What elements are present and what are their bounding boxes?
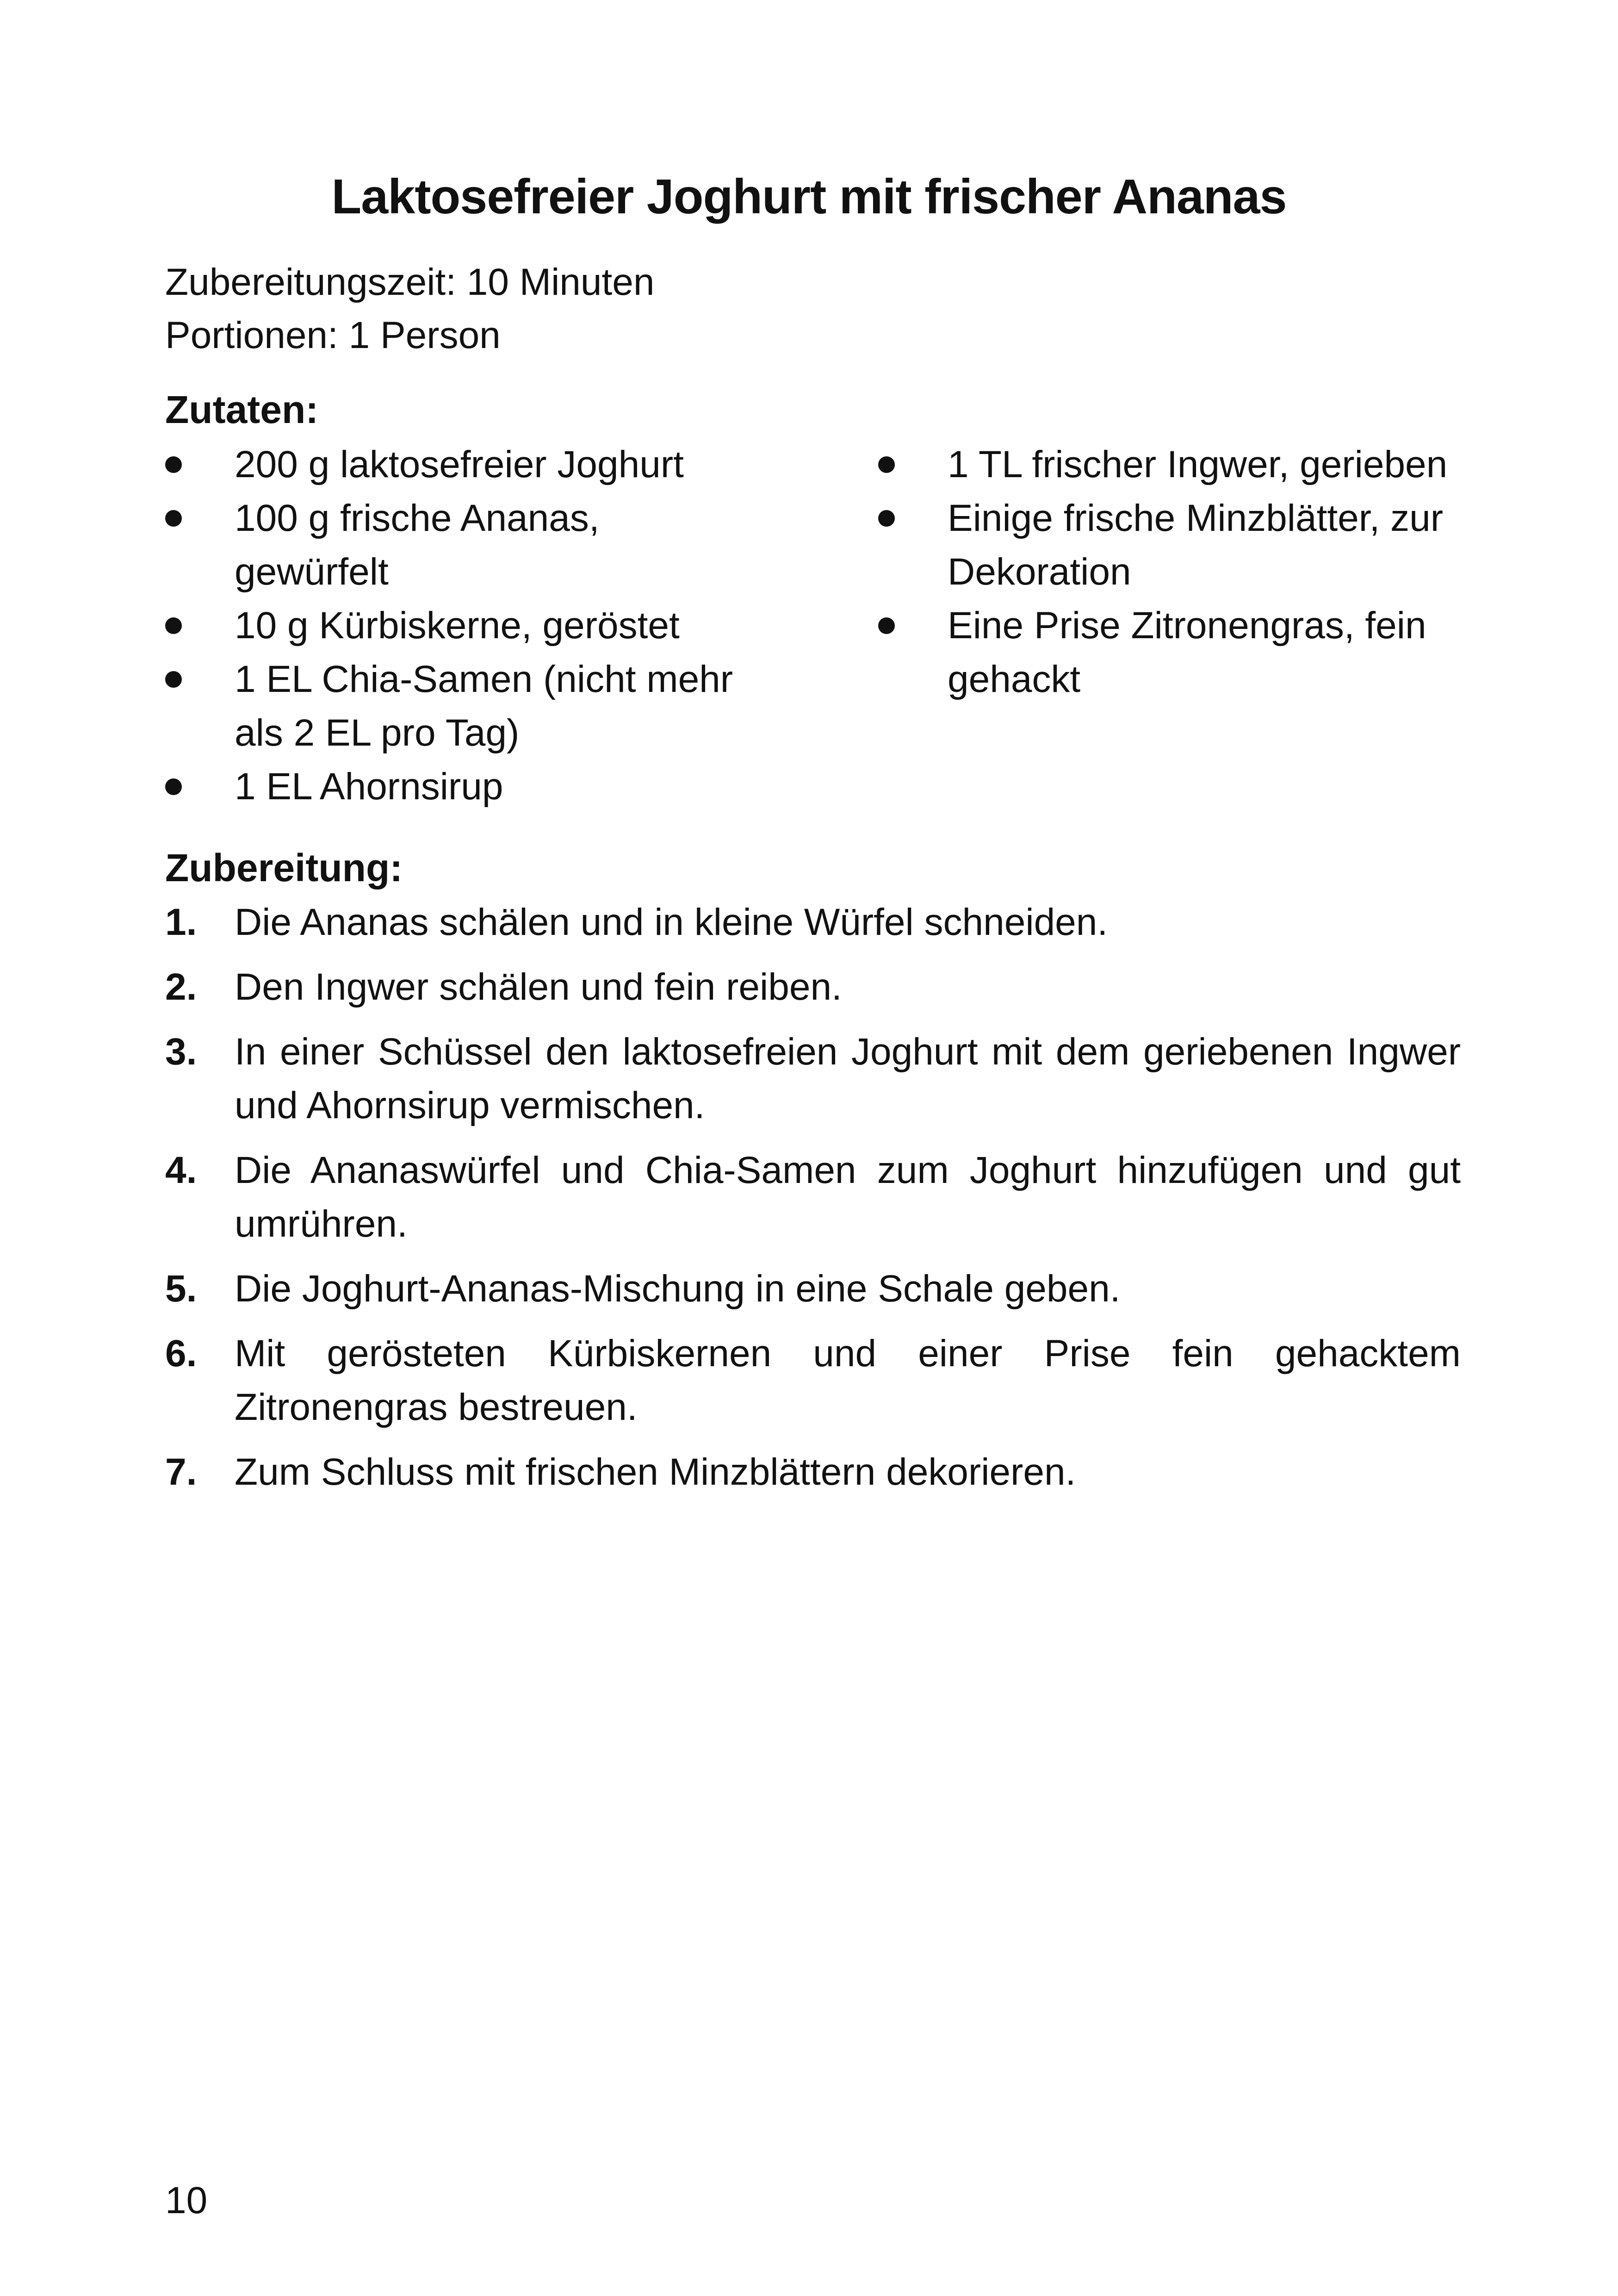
bullet-icon — [165, 510, 182, 527]
step-text: Die Ananas schälen und in kleine Würfel schneiden. — [235, 901, 1108, 943]
step-number: 3. — [165, 1031, 197, 1073]
bullet-icon — [878, 510, 895, 527]
list-item — [165, 896, 1461, 949]
list-item — [165, 1262, 1461, 1316]
list-item — [165, 1144, 1461, 1251]
recipe-title: Laktosefreier Joghurt mit frischer Ananas — [331, 169, 1287, 224]
step-text: Die Ananaswürfel und Chia-Samen zum Joghurt hinzufügen und gut umrühren. — [235, 1149, 1461, 1245]
bullet-icon — [878, 617, 895, 634]
list-item: 1 EL Ahornsirup — [165, 760, 757, 814]
step-text: Mit gerösteten Kürbiskernen und einer Prise fein gehacktem Zitronengras bestreuen. — [235, 1332, 1461, 1428]
step-text: Den Ingwer schälen und fein reiben. — [235, 966, 842, 1008]
list-item: Eine Prise Zitronengras, fein gehackt — [878, 599, 1480, 706]
preparation-steps — [165, 896, 1461, 1510]
list-item: Einige frische Minzblätter, zur Dekoration — [878, 492, 1480, 599]
list-item: 200 g laktosefreier Joghurt — [165, 438, 757, 492]
step-number: 2. — [165, 966, 197, 1008]
ingredients-list-right — [878, 438, 1480, 706]
bullet-icon — [165, 671, 182, 688]
list-item — [165, 1025, 1461, 1132]
step-number: 1. — [165, 901, 197, 943]
step-number: 6. — [165, 1332, 197, 1375]
list-item: 1 TL frischer Ingwer, gerieben — [878, 438, 1480, 492]
bullet-icon — [165, 456, 182, 473]
ingredients-heading: Zutaten: — [165, 388, 319, 431]
list-item — [165, 1327, 1461, 1434]
prep-time: Zubereitungszeit: 10 Minuten — [165, 261, 655, 303]
list-item: 100 g frische Ananas, gewürfelt — [165, 492, 757, 599]
step-text: Zum Schluss mit frischen Minzblättern dekorieren. — [235, 1451, 1076, 1493]
list-item — [165, 960, 1461, 1014]
list-item: 1 EL Chia-Samen (nicht mehr als 2 EL pro Tag) — [165, 653, 757, 760]
bullet-icon — [165, 617, 182, 634]
step-number: 5. — [165, 1268, 197, 1310]
ingredients-list-left — [165, 438, 757, 814]
servings: Portionen: 1 Person — [165, 314, 501, 356]
step-number: 4. — [165, 1149, 197, 1191]
bullet-icon — [165, 778, 182, 795]
step-text: Die Joghurt-Ananas-Mischung in eine Schale geben. — [235, 1268, 1121, 1310]
step-number: 7. — [165, 1451, 197, 1493]
step-text: In einer Schüssel den laktosefreien Joghurt mit dem geriebenen Ingwer und Ahornsirup vermischen. — [235, 1031, 1461, 1126]
preparation-heading: Zubereitung: — [165, 846, 403, 890]
page-number: 10 — [165, 2179, 208, 2221]
bullet-icon — [878, 456, 895, 473]
list-item — [165, 1445, 1461, 1499]
list-item: 10 g Kürbiskerne, geröstet — [165, 599, 757, 653]
